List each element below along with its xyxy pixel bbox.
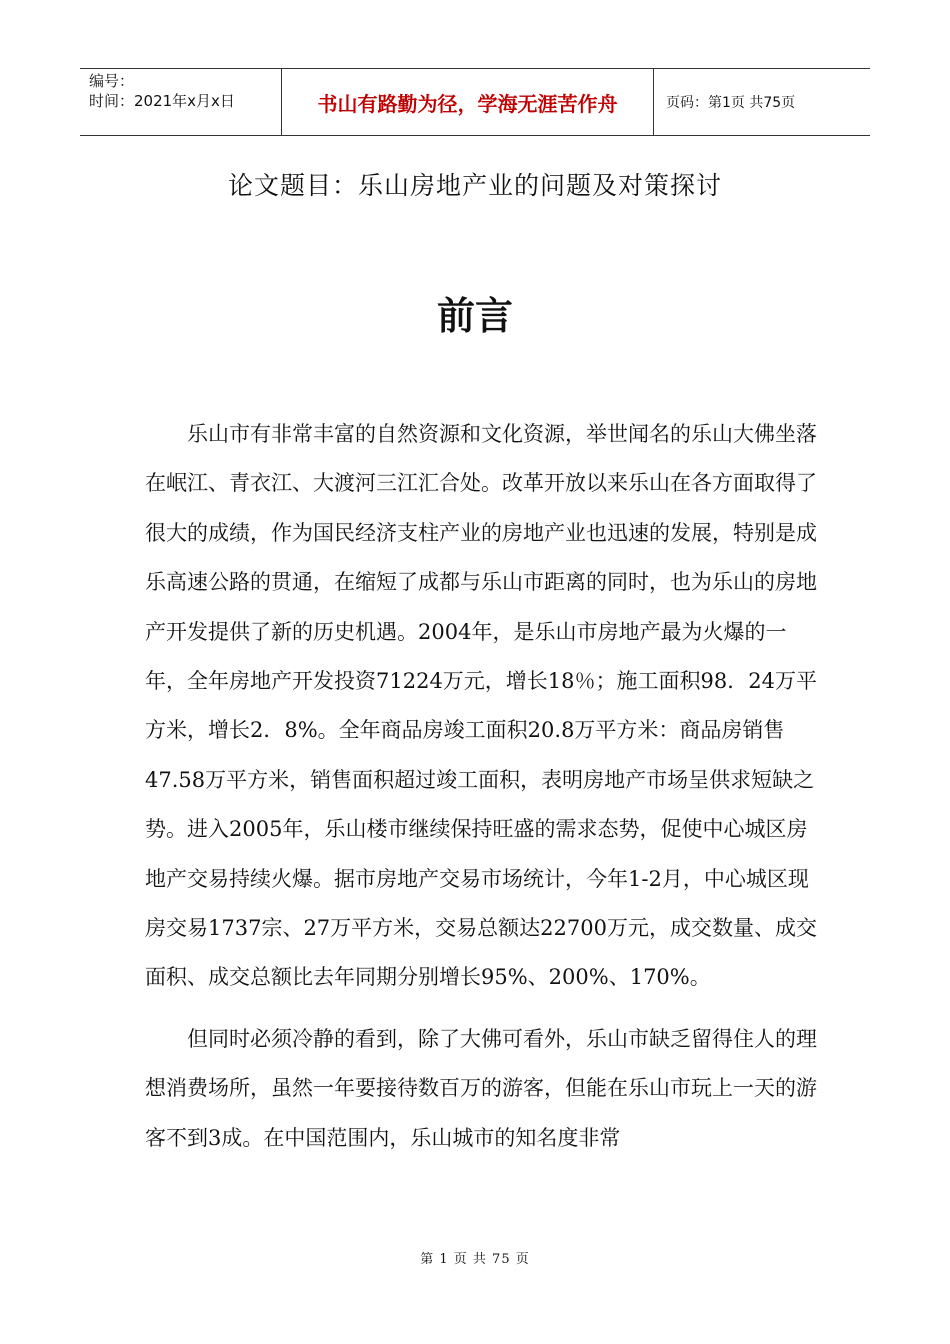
header-table bbox=[80, 68, 870, 136]
header-meta-cell bbox=[80, 69, 282, 135]
paragraph: 但同时必须冷静的看到，除了大佛可看外，乐山市缺乏留得住人的理想消费场所，虽然一年要接待数百万的游客，但能在乐山市玩上一天的游客不到3成。在中国范围内，乐山城市的知名度非常 bbox=[145, 1026, 817, 1150]
header-motto-cell bbox=[282, 69, 654, 135]
number-label: 编号： bbox=[89, 72, 135, 90]
page-footer: 第 1 页 共 75 页 bbox=[420, 1252, 530, 1267]
page-info: 页码：第1页 共75页 bbox=[666, 95, 796, 111]
paragraph: 乐山市有非常丰富的自然资源和文化资源，举世闻名的乐山大佛坐落在岷江、青衣江、大渡河三江汇合处。改革开放以来乐山在各方面取得了很大的成绩，作为国民经济支柱产业的房地产业也迅速的发展，特别是成乐高速公路的贯通，在缩短了成都与乐山市距离的同时，也为乐山的房地产开发提供了新的历史机遇。2004年，是乐山市房地产最为火爆的一年，全年房地产开发投资71224万元，增长18％；施工面积98．24万平方米，增长2．8%。全年商品房竣工面积20.8万平方米：商品房销售47.58万平方米，销售面积超过竣工面积，表明房地产市场呈供求短缺之势。进入2005年，乐山楼市继续保持旺盛的需求态势，促使中心城区房地产交易持续火爆。据市房地产交易市场统计，今年1-2月，中心城区现房交易1737宗、27万平方米，交易总额达22700万元，成交数量、成交面积、成交总额比去年同期分别增长95%、200%、170%。 bbox=[145, 422, 817, 990]
motto-text: 书山有路勤为径，学海无涯苦作舟 bbox=[317, 91, 618, 116]
body-text bbox=[145, 410, 825, 1163]
header-page-cell bbox=[654, 69, 870, 135]
paper-title: 论文题目：乐山房地产业的问题及对策探讨 bbox=[227, 171, 722, 200]
section-heading: 前言 bbox=[436, 294, 513, 338]
time-label: 时间：2021年x月x日 bbox=[89, 92, 235, 110]
